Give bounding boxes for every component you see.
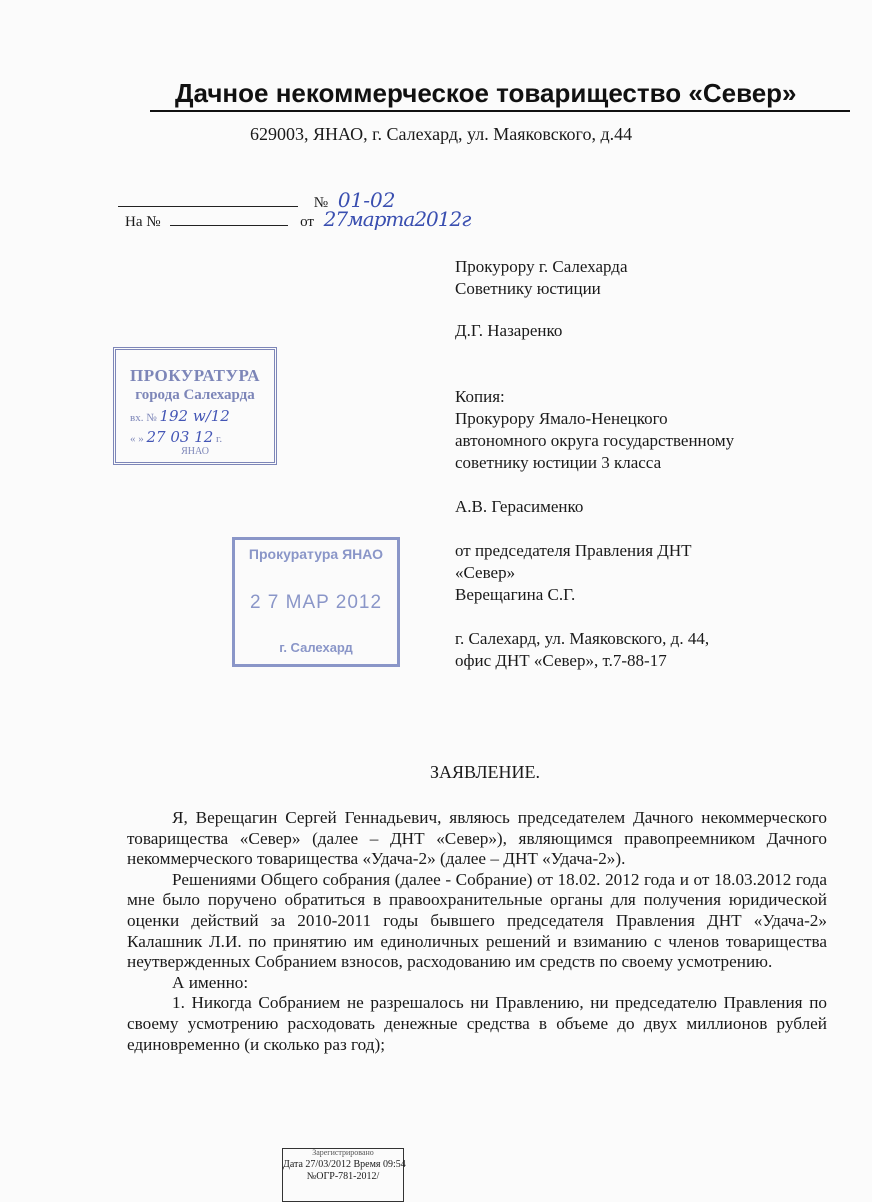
document-body — [127, 808, 827, 1055]
addressee-line: Советнику юстиции — [455, 279, 601, 298]
stamp-line: ПРОКУРАТУРА — [130, 366, 260, 385]
stamp-suffix: г. — [216, 433, 223, 445]
stamp-date: 2 7 MAP 2012 — [249, 592, 383, 613]
addressee-block — [455, 256, 855, 672]
stamp-prefix: вх. № — [130, 412, 157, 424]
stamp-prefix: « » — [130, 433, 144, 445]
organization-title: Дачное некоммерческое товарищество «Север» — [175, 78, 797, 108]
sender-name: Верещагина С.Г. — [455, 585, 576, 604]
addressee-name: Д.Г. Назаренко — [455, 321, 563, 340]
stamp-line: Зарегистрировано — [312, 1148, 374, 1157]
copy-label: Копия: — [455, 387, 505, 406]
blank-line — [118, 192, 298, 207]
stamp-handwritten-date: 27 03 12 — [146, 428, 214, 446]
sender-line: «Север» — [455, 563, 516, 582]
paragraph: 1. Никогда Собранием не разрешалось ни Правлению, ни председателю Правления по своему усмотрению расходовать денежные средства в объеме до двух миллионов рублей единовременно (и сколько раз год); — [127, 993, 827, 1054]
regional-prosecutor-stamp — [232, 537, 400, 667]
organization-address: 629003, ЯНАО, г. Салехард, ул. Маяковского, д.44 — [250, 124, 633, 144]
sender-address: г. Салехард, ул. Маяковского, д. 44, — [455, 629, 710, 648]
header-divider — [150, 110, 850, 112]
stamp-incoming-number — [116, 407, 274, 425]
addressee-line: Прокурору г. Салехарда — [455, 257, 628, 276]
copy-line: Прокурору Ямало-Ненецкого — [455, 409, 668, 428]
stamp-city: г. Салехард — [279, 640, 353, 655]
copy-line: советнику юстиции 3 класса — [455, 453, 662, 472]
paragraph: А именно: — [172, 972, 249, 992]
blank-line — [170, 211, 288, 226]
city-prosecutor-stamp — [113, 347, 277, 465]
handwritten-number: 01-02 — [337, 188, 396, 212]
stamp-line: города Салехарда — [135, 387, 255, 403]
sender-line: от председателя Правления ДНТ — [455, 541, 692, 560]
registration-stamp — [282, 1148, 404, 1202]
stamp-line: ЯНАО — [181, 446, 209, 457]
date-label: от — [300, 214, 314, 230]
handwritten-date: 27марта2012г — [323, 207, 471, 231]
ref-label: На № — [125, 214, 161, 230]
reference-line — [125, 207, 470, 231]
number-label: № — [313, 195, 329, 211]
copy-line: автономного округа государственному — [455, 431, 735, 450]
stamp-line: Дата 27/03/2012 Время 09:54 — [283, 1159, 406, 1170]
paragraph: Я, Верещагин Сергей Геннадьевич, являюсь председателем Дачного некоммерческого товарищества «Север» (далее – ДНТ «Север»), являющимся правопреемником Дачного некоммерческого товарищества «Удача-2» (далее – ДНТ «Удача-2»). — [127, 808, 827, 869]
stamp-line: №ОГР-781-2012/ — [306, 1171, 380, 1182]
sender-address: офис ДНТ «Север», т.7-88-17 — [455, 651, 667, 670]
paragraph: Решениями Общего собрания (далее - Собрание) от 18.02. 2012 года и от 18.03.2012 года мне было поручено обратиться в правоохранительные органы для получения юридической оценки действий за 2010-2011 годы бывшего председателя Правления ДНТ «Удача-2» Калашник Л.И. по принятию им единоличных решений и взиманию с членов товарищества неутвержденных Собранием взносов, расходованию им средств по своему усмотрению. — [127, 869, 827, 972]
document-heading: ЗАЯВЛЕНИЕ. — [430, 762, 541, 782]
stamp-handwritten-number: 192 w/12 — [159, 407, 230, 425]
stamp-incoming-date — [116, 428, 274, 446]
stamp-title: Прокуратура ЯНАО — [248, 546, 384, 562]
copy-name: А.В. Герасименко — [455, 497, 584, 516]
